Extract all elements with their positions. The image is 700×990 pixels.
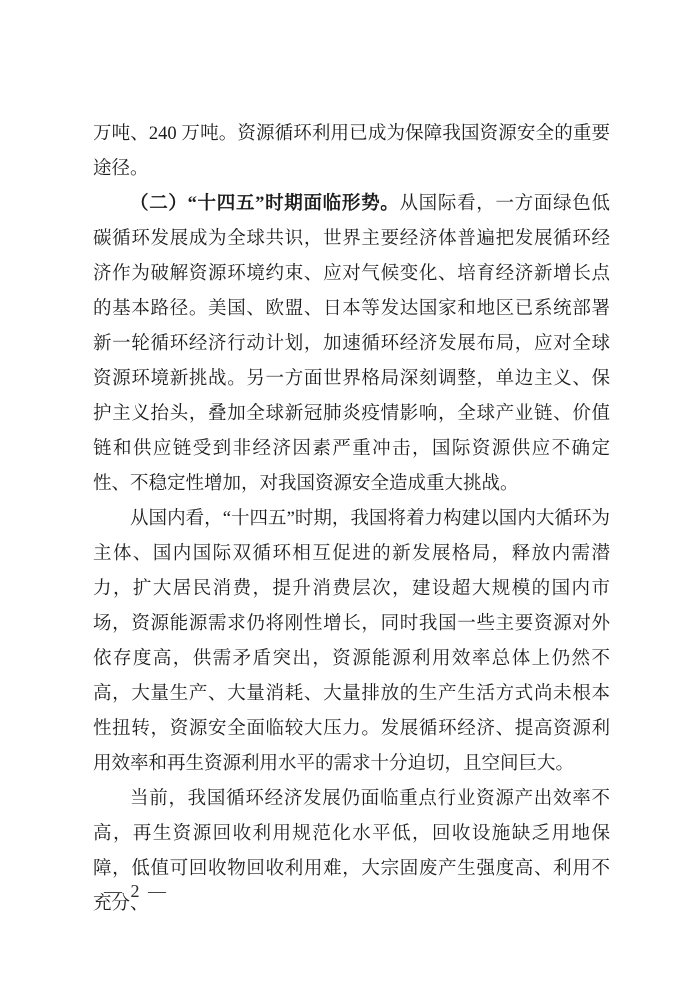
body-text: 从国内看，“十四五”时期，我国将着力构建以国内大循环为主体、国内国际双循环相互促进的新发展格局，释放内需潜力，扩大居民消费，提升消费层次，建设超大规模的国内市场，资源能源需求仍将刚性增长，同时我国一些主要资源对外依存度高，供需矛盾突出，资源能源利用效率总体上仍然不高，大量生产、大量消耗、大量排放的生产生活方式尚未根本性扭转，资源安全面临较大压力。发展循环经济、提高资源利用效率和再生资源利用水平的需求十分迫切，且空间巨大。	[93, 509, 610, 774]
paragraph-continuation	[93, 117, 610, 187]
paragraph-current-situation	[93, 782, 610, 922]
paragraph-domestic-view	[93, 502, 610, 782]
body-text: 当前，我国循环经济发展仍面临重点行业资源产出效率不高，再生资源回收利用规范化水平低，回收设施缺乏用地保障，低值可回收物回收利用难，大宗固废产生强度高、利用不充分、	[93, 789, 610, 914]
body-text: 万吨、240 万吨。资源循环利用已成为保障我国资源安全的重要途径。	[93, 124, 610, 179]
body-text: 从国际看，一方面绿色低碳循环发展成为全球共识，世界主要经济体普遍把发展循环经济作为破解资源环境约束、应对气候变化、培育经济新增长点的基本路径。美国、欧盟、日本等发达国家和地区已系统部署新一轮循环经济行动计划，加速循环经济发展布局，应对全球资源环境新挑战。另一方面世界格局深刻调整，单边主义、保护主义抬头，叠加全球新冠肺炎疫情影响，全球产业链、价值链和供应链受到非经济因素严重冲击，国际资源供应不确定性、不稳定性增加，对我国资源安全造成重大挑战。	[93, 194, 610, 494]
paragraph-section-2	[93, 187, 610, 502]
page-number: — 2 —	[104, 881, 168, 901]
document-body	[93, 117, 610, 922]
section-heading: （二）“十四五”时期面临形势。	[130, 194, 400, 214]
